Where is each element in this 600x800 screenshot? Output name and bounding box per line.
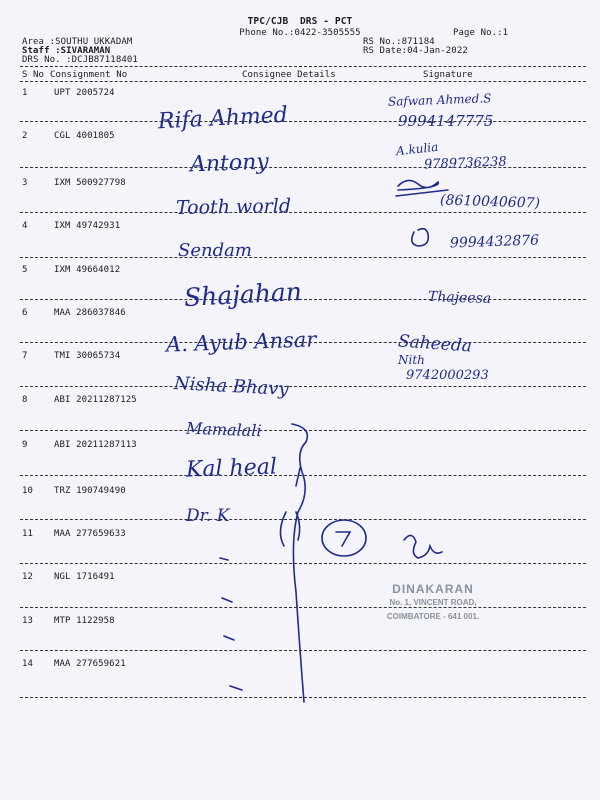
handwritten-phone: 9994432876 [449, 232, 540, 252]
handwritten-name: Kal heal [185, 454, 278, 483]
row-consignment: ABI 20211287113 [54, 440, 137, 450]
staff: Staff :SIVARAMAN [22, 46, 111, 56]
signature-scribble [398, 180, 438, 190]
row-sno: 9 [22, 440, 28, 450]
signature-scribble [396, 190, 448, 196]
row-consignment: MAA 277659633 [54, 529, 126, 539]
handwritten-phone: (8610040607) [439, 192, 541, 212]
handwritten-name: Tooth world [175, 194, 292, 220]
handwritten-name: Nisha Bhavy [173, 373, 290, 400]
row-sno: 8 [22, 395, 28, 405]
row-sno: 13 [22, 616, 34, 626]
phone-number: Phone No.:0422-3505555 [239, 28, 361, 38]
page-number: Page No.:1 [453, 28, 509, 38]
row-sno: 4 [22, 221, 28, 231]
stamp-address-line: COIMBATORE - 641 001. [386, 612, 480, 621]
row-consignment: IXM 500927798 [54, 178, 126, 188]
signature-scribble [322, 520, 366, 556]
row-consignment: CGL 4001805 [54, 131, 115, 141]
handwritten-phone: 9742000293 [406, 368, 489, 383]
rs-number: RS No.:871184 [363, 37, 435, 47]
row-sno: 2 [22, 131, 28, 141]
handwritten-name: Mamalali [185, 418, 262, 441]
row-consignment: IXM 49664012 [54, 265, 121, 275]
row-sno: 1 [22, 88, 28, 98]
handwritten-signature: Thajeesa [427, 288, 492, 308]
row-sno: 7 [22, 351, 28, 361]
handwritten-name: Antony [189, 149, 270, 178]
drs-number: DRS No. :DCJB87118401 [22, 55, 138, 65]
row-sno: 11 [22, 529, 34, 539]
row-sno: 5 [22, 265, 28, 275]
stamp-address-line: No. 1, VINCENT ROAD, [389, 598, 477, 607]
row-consignment: IXM 49742931 [54, 221, 121, 231]
handwritten-signature: A.kulia [395, 139, 439, 159]
handwritten-name: Dr. K [186, 506, 230, 526]
row-sno: 12 [22, 572, 34, 582]
handwritten-name: Rifa Ahmed [157, 102, 289, 135]
signature-line [292, 424, 307, 702]
handwritten-name: Sendam [178, 240, 252, 261]
handwritten-signature: Nith [398, 353, 425, 367]
handwritten-name: Shajahan [183, 276, 303, 313]
handwritten-name: A. Ayub Ansar [165, 327, 317, 357]
row-consignment: UPT 2005724 [54, 88, 115, 98]
row-consignment: ABI 20211287125 [54, 395, 137, 405]
handwritten-phone: 9789736238 [423, 154, 507, 173]
row-sno: 6 [22, 308, 28, 318]
row-sno: 10 [22, 486, 34, 496]
signature-scribble [404, 535, 442, 558]
signature-scribble [412, 229, 429, 246]
row-consignment: TMI 30065734 [54, 351, 121, 361]
handwritten-signature: Saheeda [397, 331, 473, 357]
signature-scribble [280, 512, 286, 546]
stamp-name: DINAKARAN [392, 582, 474, 596]
document-title: TPC/CJB DRS - PCT [247, 16, 353, 27]
col-consignment: Consignment No [50, 70, 128, 80]
row-sno: 3 [22, 178, 28, 188]
row-consignment: MAA 277659621 [54, 659, 126, 669]
row-sno: 14 [22, 659, 34, 669]
col-signature: Signature [423, 70, 473, 80]
row-consignment: MTP 1122958 [54, 616, 115, 626]
handwritten-phone: 9994147775 [398, 112, 494, 130]
rs-date: RS Date:04-Jan-2022 [363, 46, 468, 56]
area: Area :SOUTHU UKKADAM [22, 37, 133, 47]
row-consignment: NGL 1716491 [54, 572, 115, 582]
row-consignment: MAA 286037846 [54, 308, 126, 318]
col-sno: S No [22, 70, 45, 80]
handwritten-signature: Safwan Ahmed.S [387, 91, 492, 109]
row-consignment: TRZ 190749490 [54, 486, 126, 496]
col-consignee: Consignee Details [242, 70, 336, 80]
